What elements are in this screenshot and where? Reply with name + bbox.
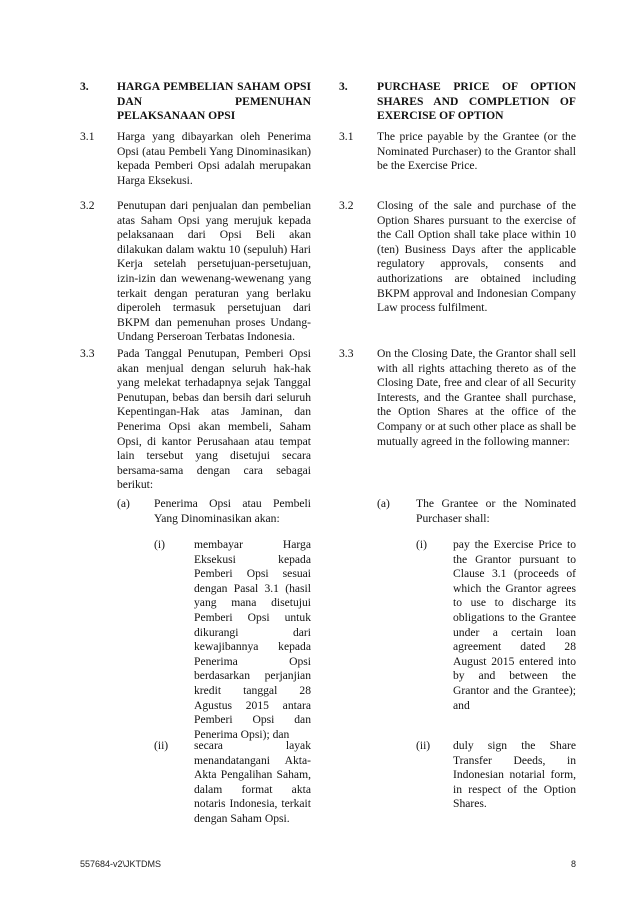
right-item-ii-number: (ii)	[416, 739, 431, 752]
left-subclause-a-text: Penerima Opsi atau Pembeli Yang Dinominasikan akan:	[154, 497, 311, 525]
left-item-ii-number: (ii)	[154, 739, 169, 752]
right-subclause-a-text: The Grantee or the Nominated Purchaser shall:	[416, 497, 576, 525]
left-subclause-a-number: (a)	[117, 497, 130, 510]
left-clause-3-3-text: Pada Tanggal Penutupan, Pemberi Opsi akan menjual dengan seluruh hak-hak yang melekat terhadapnya sejak Tanggal Penutupan, bebas dan bersih dari seluruh Kepentingan-Hak atas Jaminan, dan Penerima Opsi akan membeli, Saham Opsi, di kantor Perusahaan atau tempat lain tersebut yang disetujui secara bersama-sama dengan cara sebagai berikut:	[117, 347, 311, 492]
right-clause-3-2-number: 3.2	[339, 199, 354, 212]
right-clause-3-2-text: Closing of the sale and purchase of the Option Shares pursuant to the exercise of the Call Option shall take place within 10 (ten) Business Days after the applicable regulatory approvals, consents and authorizations are obtained including BKPM approval and Indonesian Company Law process fulfilment.	[377, 199, 576, 315]
footer-page-number: 8	[570, 859, 576, 869]
right-subclause-a-number: (a)	[377, 497, 390, 510]
right-clause-3-3-number: 3.3	[339, 347, 354, 360]
left-heading-text: HARGA PEMBELIAN SAHAM OPSI DAN PEMENUHAN PELAKSANAAN OPSI	[117, 80, 311, 123]
right-heading-text: PURCHASE PRICE OF OPTION SHARES AND COMPLETION OF EXERCISE OF OPTION	[377, 80, 576, 123]
left-clause-3-1-text: Harga yang dibayarkan oleh Penerima Opsi (atau Pembeli Yang Dinominasikan) kepada Pemberi Opsi adalah merupakan Harga Eksekusi.	[117, 130, 311, 187]
right-heading-number: 3.	[339, 80, 348, 93]
left-clause-3-3-number: 3.3	[80, 347, 95, 360]
right-clause-3-1-number: 3.1	[339, 130, 354, 143]
right-clause-3-1-text: The price payable by the Grantee (or the Nominated Purchaser) to the Grantor shall be the Exercise Price.	[377, 130, 576, 173]
right-clause-3-3-text: On the Closing Date, the Grantor shall sell with all rights attaching thereto as of the Closing Date, free and clear of all Security Interests, and the Grantee shall purchase, the Option Shares at the office of the Company or at such other place as shall be mutually agreed in the following manner:	[377, 347, 576, 448]
footer-doc-ref: 557684-v2\JKTDMS	[80, 859, 162, 869]
right-item-i-text: pay the Exercise Price to the Grantor pursuant to Clause 3.1 (proceeds of which the Grantor agrees to use to discharge its obligations to the Grantee under a certain loan agreement dated 28 August 2015 entered into by and between the Grantor and the Grantee); and	[453, 538, 576, 712]
left-heading-number: 3.	[80, 80, 89, 93]
left-clause-3-2-text: Penutupan dari penjualan dan pembelian atas Saham Opsi yang merujuk kepada pelaksanaan dari Opsi Beli akan dilakukan dalam waktu 10 (sepuluh) Hari Kerja setelah persetujuan-persetujuan, izin-izin dan wewenang-wewenang yang terkait dengan peraturan yang berlaku diperoleh termasuk persetujuan dari BKPM dan pemenuhan proses Undang-Undang Perseroan Terbatas Indonesia.	[117, 199, 311, 344]
left-item-i-number: (i)	[154, 538, 165, 551]
left-item-i-text: membayar Harga Eksekusi kepada Pemberi Opsi sesuai dengan Pasal 3.1 (hasil yang mana disetujui Pemberi Opsi untuk dikurangi dari kewajibannya kepada Penerima Opsi berdasarkan perjanjian kredit tanggal 28 Agustus 2015 antara Pemberi Opsi dan Penerima Opsi); dan	[194, 538, 311, 741]
left-clause-3-2-number: 3.2	[80, 199, 95, 212]
left-item-ii-text: secara layak menandatangani Akta-Akta Pengalihan Saham, dalam format akta notaris Indonesia, terkait dengan Saham Opsi.	[194, 739, 311, 825]
right-item-i-number: (i)	[416, 538, 427, 551]
right-item-ii-text: duly sign the Share Transfer Deeds, in Indonesian notarial form, in respect of the Option Shares.	[453, 739, 576, 811]
left-clause-3-1-number: 3.1	[80, 130, 95, 143]
